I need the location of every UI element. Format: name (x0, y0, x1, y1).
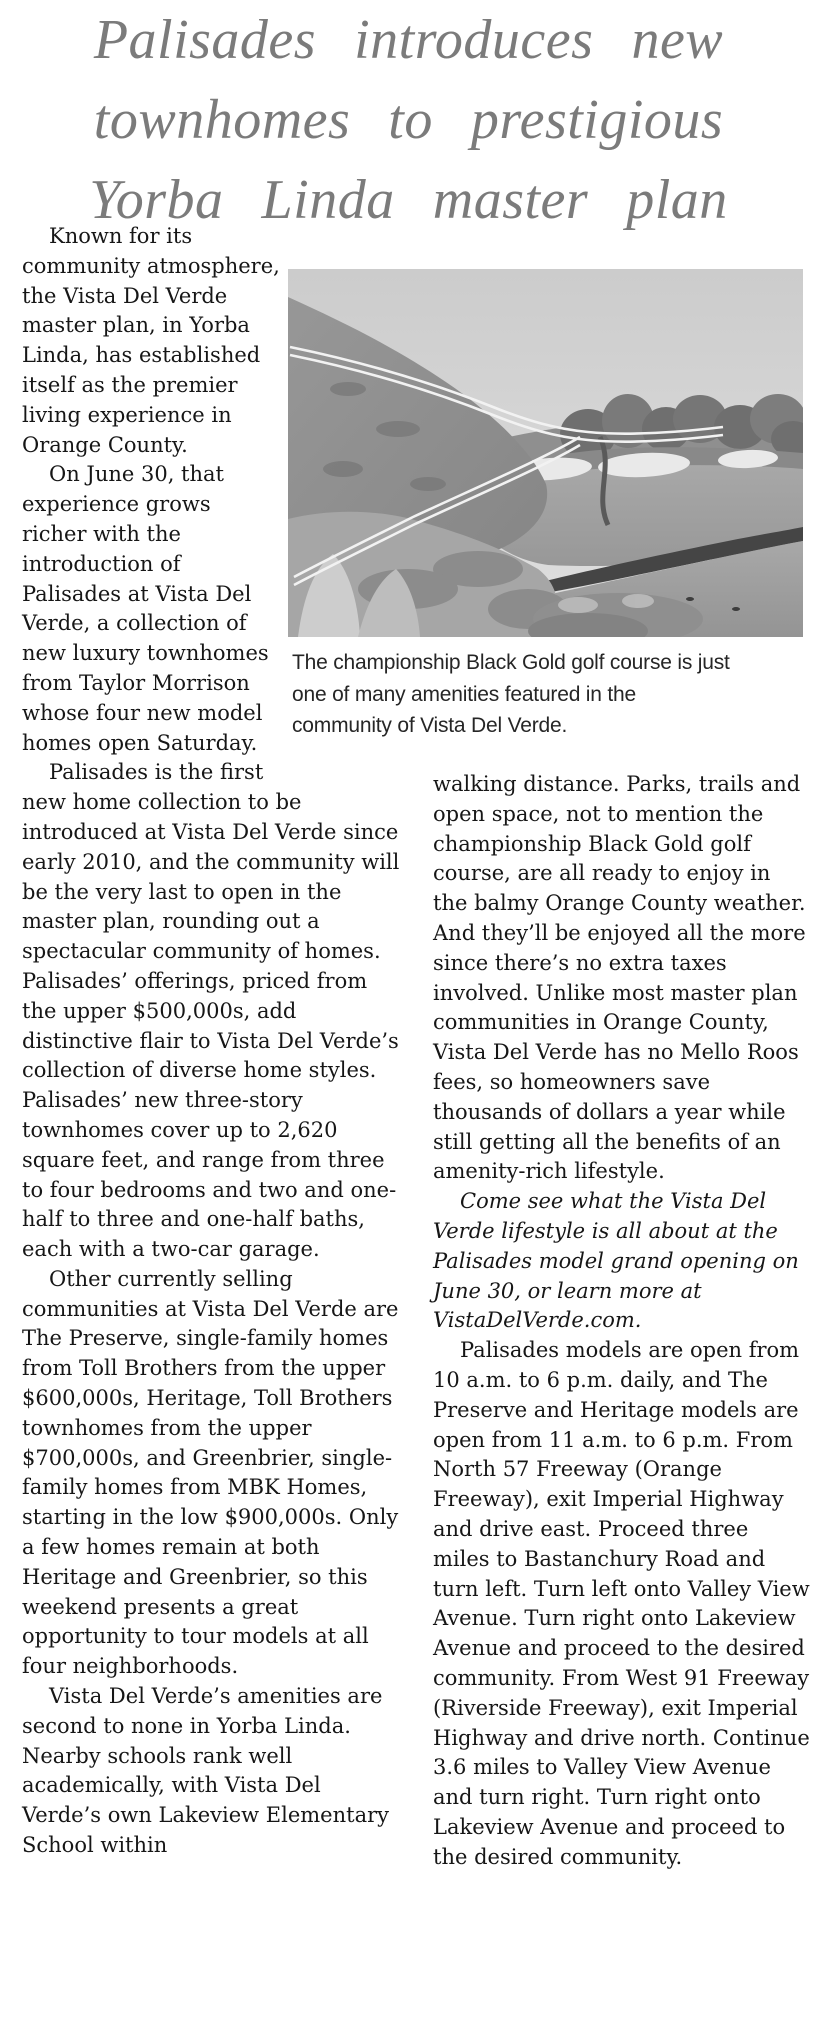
headline-line-1: Palisades introduces new (93, 9, 724, 71)
headline-line-2: townhomes to prestigious (93, 89, 724, 151)
left-column (22, 222, 406, 1861)
paragraph-june-30: On June 30, that experience grows richer with the introduction of Palisades at Vista Del Verde, a collection of new luxury townhomes from Taylor Morrison whose four new model homes open Saturday. (22, 462, 269, 755)
paragraph-invitation-italic: Come see what the Vista Del Verde lifestyle is all about at the Palisades model grand opening on June 30, or learn more at VistaDelVerde.com. (433, 1189, 799, 1333)
headline-line-3: Yorba Linda master plan (89, 169, 728, 231)
paragraph-palisades-details: Palisades is the first new home collection to be introduced at Vista Del Verde since early 2010, and the community will be the very last to open in the master plan, rounding out a spectacular community of homes. Palisades’ offerings, priced from the upper $500,000s, add distinctive flair to Vista Del Verde’s collection of diverse home styles. Palisades’ new three-story townhomes cover up to 2,620 square feet, and range from three to four bedrooms and two and one-half to three and one-half baths, each with a two-car garage. (22, 760, 400, 1262)
paragraph-other-communities: Other currently selling communities at Vista Del Verde are The Preserve, single-family homes from Toll Brothers from the upper $600,000s, Heritage, Toll Brothers townhomes from the upper $700,000s, and Greenbrier, single-family homes from MBK Homes, starting in the low $900,000s. Only a few homes remain at both Heritage and Greenbrier, so this weekend presents a great opportunity to tour models at all four neighborhoods. (22, 1266, 399, 1679)
paragraph-directions: Palisades models are open from 10 a.m. to 6 p.m. daily, and The Preserve and Heritage models are open from 11 a.m. to 6 p.m. From North 57 Freeway (Orange Freeway), exit Imperial Highway and drive east. Proceed three miles to Bastanchury Road and turn left. Turn left onto Valley View Avenue. Turn right onto Lakeview Avenue and proceed to the desired community. From West 91 Freeway (Riverside Freeway), exit Imperial Highway and drive north. Continue 3.6 miles to Valley View Avenue and turn right. Turn right onto Lakeview Avenue and proceed to the desired community. (433, 1338, 810, 1869)
paragraph-amenities-start: Vista Del Verde’s amenities are second to none in Yorba Linda. Nearby schools rank well academically, with Vista Del Verde’s own Lakeview Elementary School within (22, 1684, 389, 1858)
paragraph-amenities-continued: walking distance. Parks, trails and open space, not to mention the championship Black Gold golf course, are all ready to enjoy in the balmy Orange County weather. And they’ll be enjoyed all the more since there’s no extra taxes involved. Unlike most master plan communities in Orange County, Vista Del Verde has no Mello Roos fees, so homeowners save thousands of dollars a year while still getting all the benefits of an amenity-rich lifestyle. (433, 772, 806, 1184)
photo-wrap-spacer (280, 222, 406, 780)
caption-line-2: one of many amenities featured in the (292, 682, 636, 706)
right-column (433, 770, 811, 1872)
caption-line-3: community of Vista Del Verde. (292, 714, 568, 737)
headline (0, 0, 817, 240)
paragraph-intro: Known for its community atmosphere, the Vista Del Verde master plan, in Yorba Linda, has established itself as the premier living experience in Orange County. (22, 224, 280, 457)
caption-line-1: The championship Black Gold golf course is just (292, 651, 730, 674)
